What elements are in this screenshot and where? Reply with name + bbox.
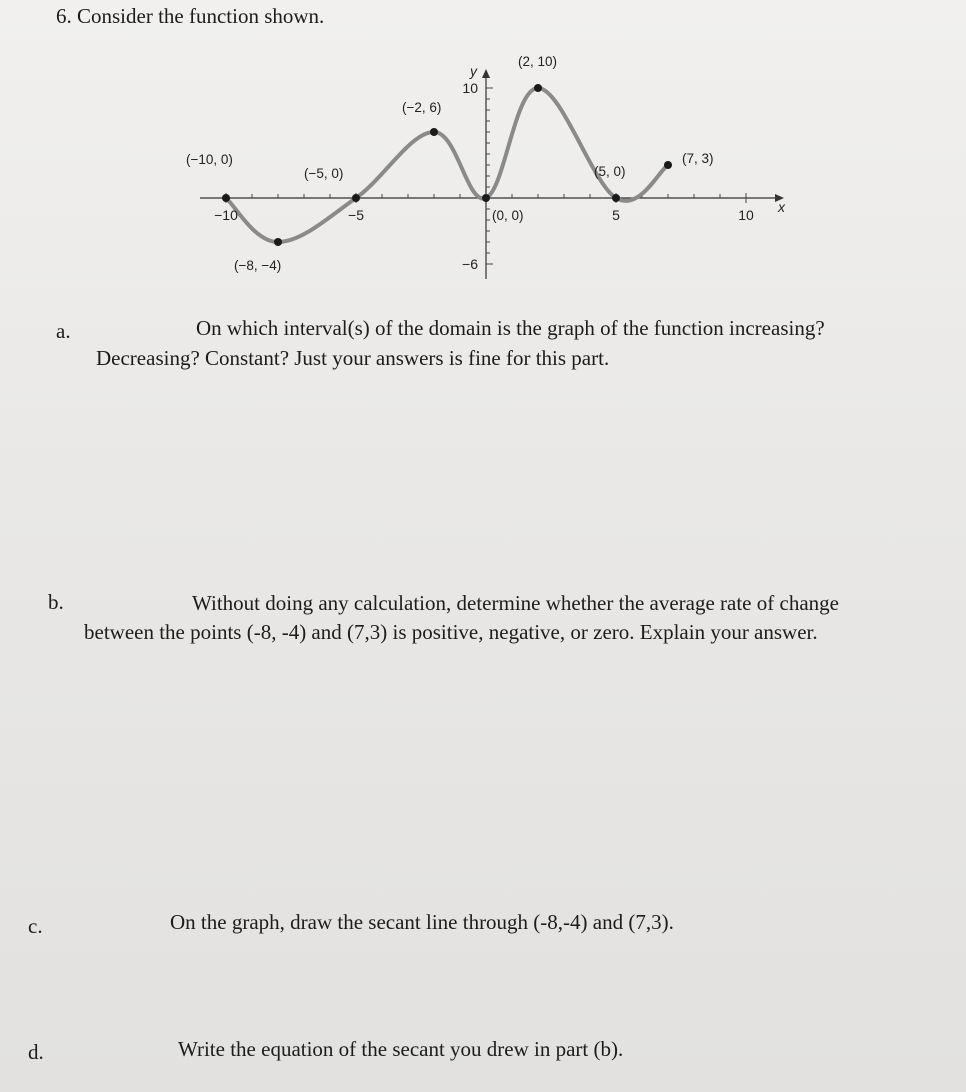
data-point [612,194,620,202]
x-tick-label: 10 [738,207,754,223]
point-label: (0, 0) [492,208,524,223]
point-label: (−10, 0) [186,152,233,167]
part-a-line2: Decreasing? Constant? Just your answers is fine for this part. [96,346,610,370]
point-label: (5, 0) [594,164,626,179]
data-point [430,128,438,136]
point-label: (7, 3) [682,151,714,166]
part-b-letter: b. [48,590,64,614]
part-b-line2: between the points (-8, -4) and (7,3) is positive, negative, or zero. Explain your answer. [84,620,818,644]
data-point [482,194,490,202]
x-tick-label: −5 [348,207,364,223]
y-tick-label: −6 [462,256,478,272]
data-point [534,84,542,92]
x-tick-label: 5 [612,207,620,223]
part-c-letter: c. [28,914,43,938]
part-b-line1: Without doing any calculation, determine whether the average rate of change [192,591,839,615]
part-c-line1: On the graph, draw the secant line through (-8,-4) and (7,3). [170,910,674,934]
data-point [352,194,360,202]
part-a-line1: On which interval(s) of the domain is the graph of the function increasing? [196,316,825,340]
part-a-letter: a. [56,319,71,343]
question-title: 6. Consider the function shown. [56,4,325,28]
x-tick-label: −10 [214,207,238,223]
data-point [222,194,230,202]
point-label: (−2, 6) [402,100,442,115]
y-tick-label: 10 [462,80,478,96]
part-d-letter: d. [28,1040,44,1064]
point-label: (−5, 0) [304,166,344,181]
data-point [274,238,282,246]
axes [200,69,784,279]
data-point [664,161,672,169]
y-axis-arrow [482,69,490,78]
point-label: (−8, −4) [234,258,282,273]
part-d-line1: Write the equation of the secant you drew in part (b). [178,1037,624,1061]
x-axis-label: x [778,199,785,215]
point-label: (2, 10) [518,54,558,69]
y-axis-label: y [470,63,477,79]
function-graph [180,38,800,298]
